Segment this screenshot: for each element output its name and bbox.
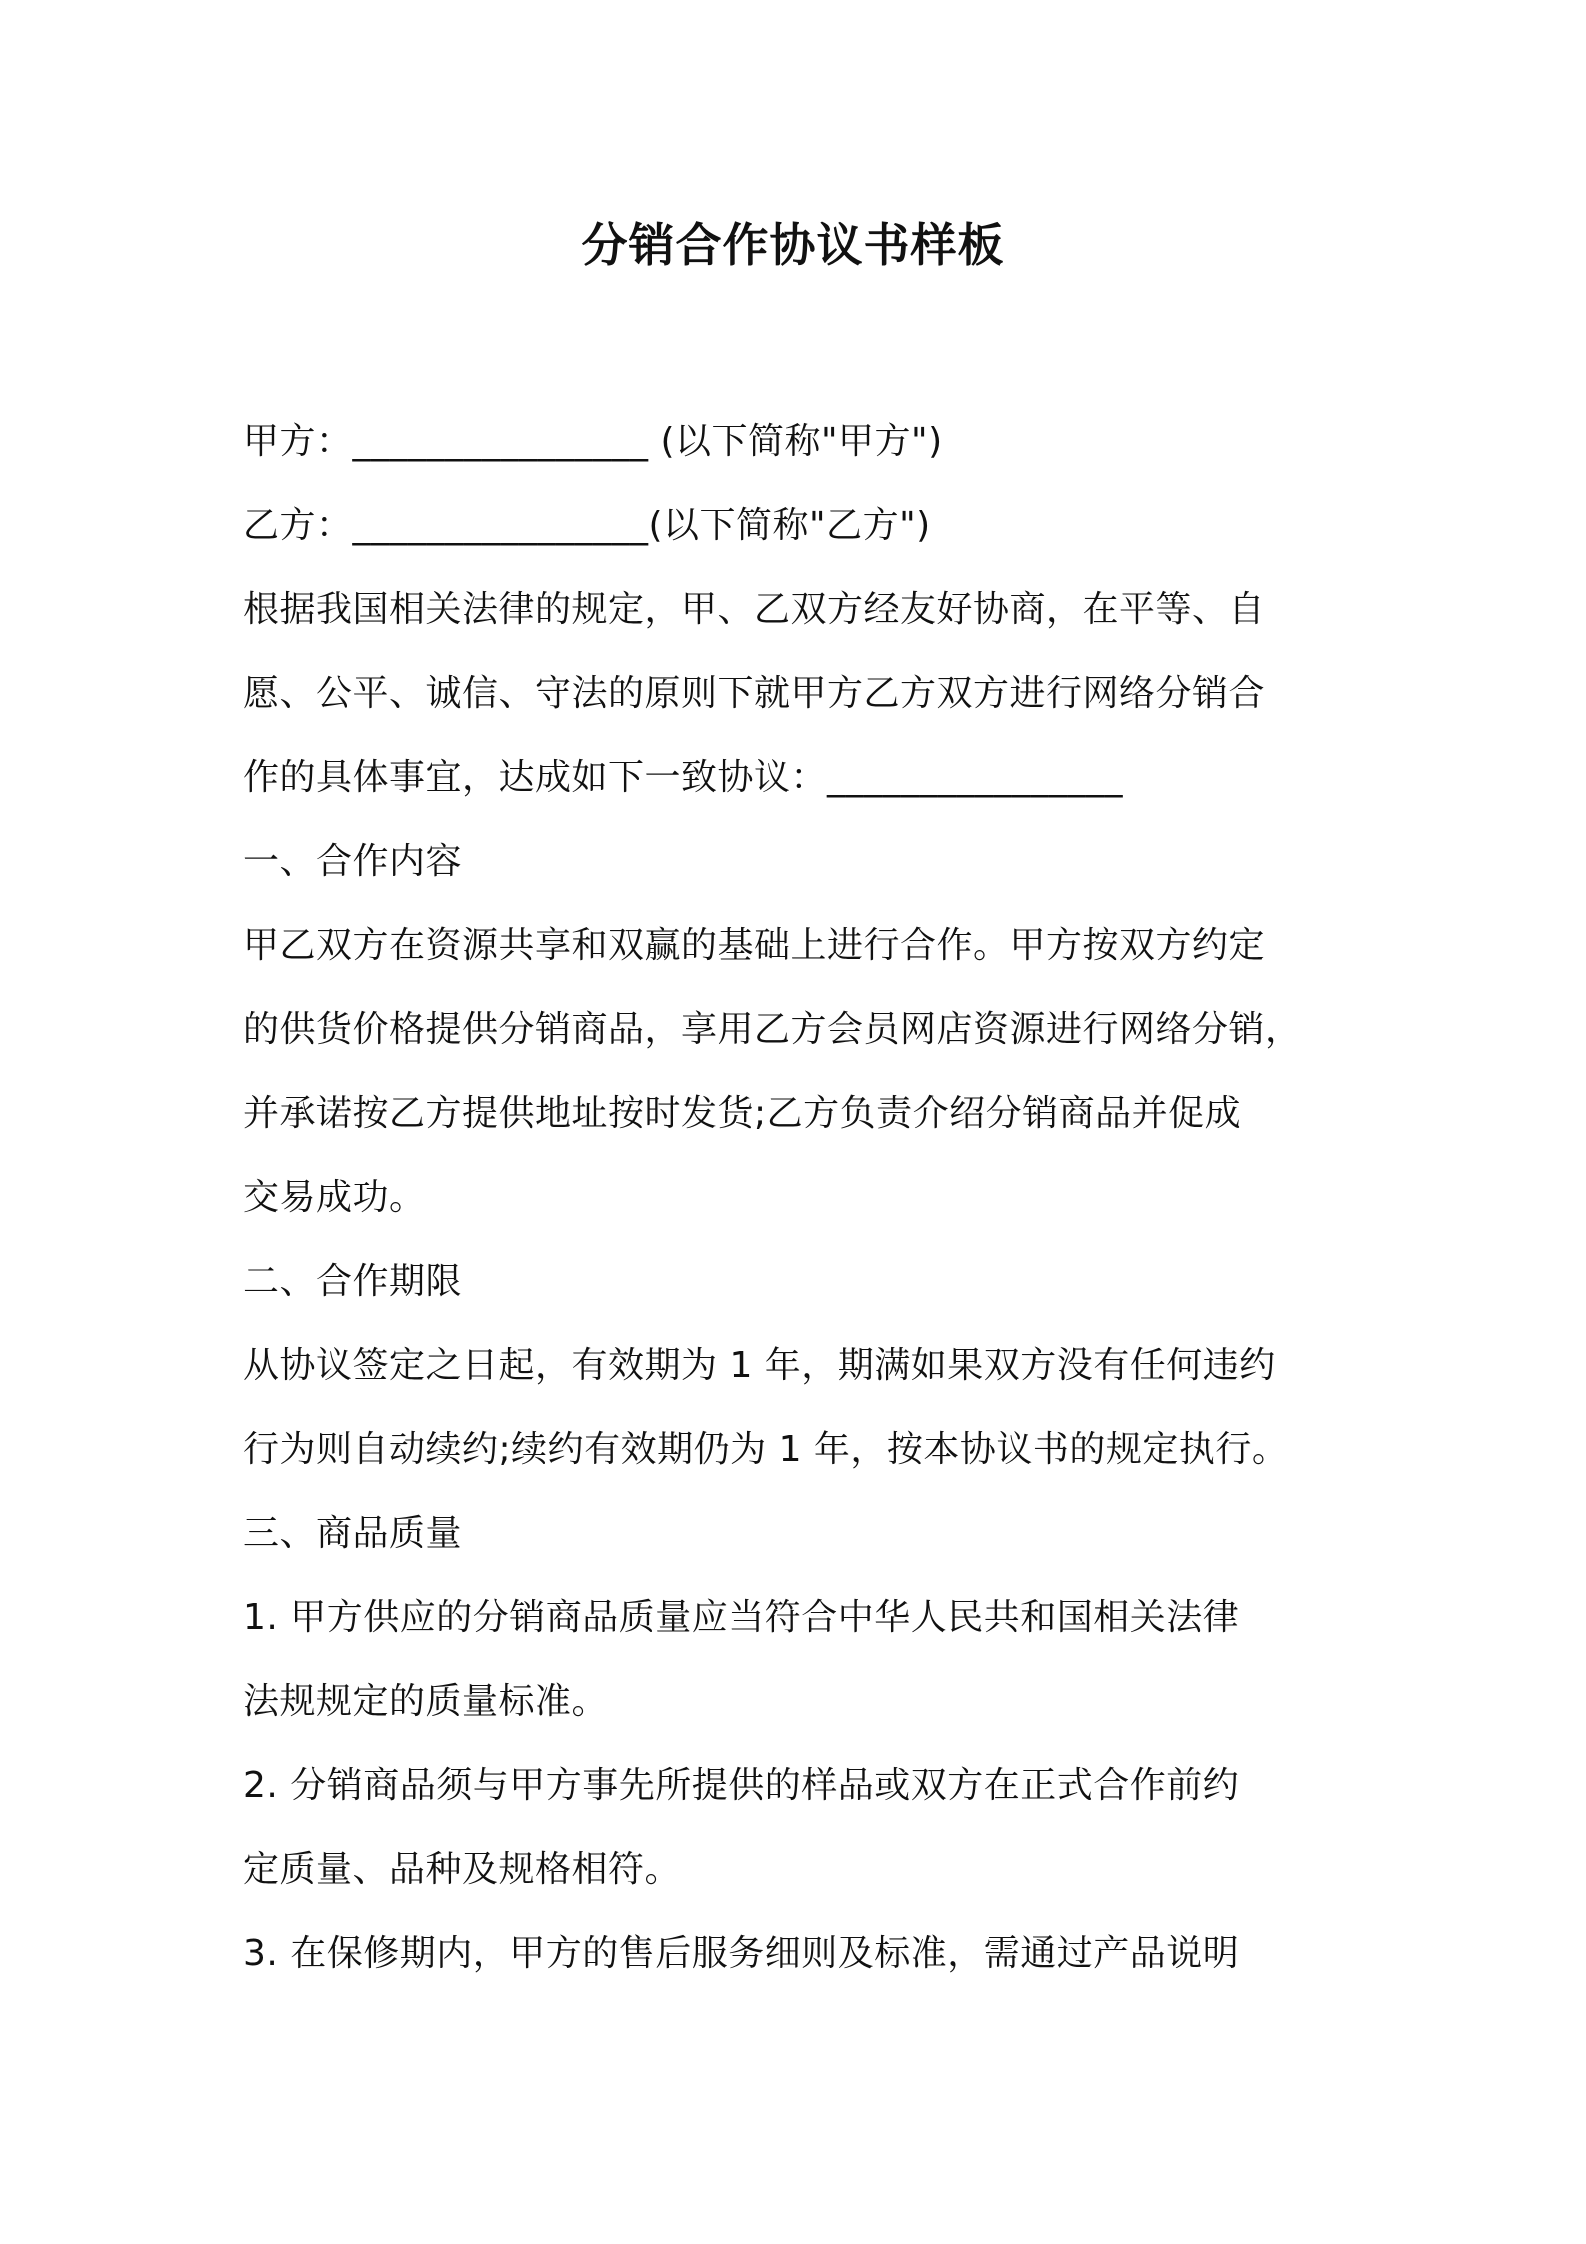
clause-line: 3. 在保修期内，甲方的售后服务细则及标准，需通过产品说明 bbox=[243, 1933, 1240, 1974]
section-heading-cooperation-term: 二、合作期限 bbox=[243, 1261, 463, 1302]
preamble-line: 根据我国相关法律的规定，甲、乙双方经友好协商，在平等、自 bbox=[243, 589, 1266, 630]
preamble-line: 愿、公平、诚信、守法的原则下就甲方乙方双方进行网络分销合 bbox=[243, 673, 1266, 714]
document-body bbox=[243, 400, 1373, 1996]
section-heading-product-quality: 三、商品质量 bbox=[243, 1513, 463, 1554]
party-b-line: 乙方：________________(以下简称"乙方") bbox=[243, 505, 931, 546]
clause-line: 1. 甲方供应的分销商品质量应当符合中华人民共和国相关法律 bbox=[243, 1597, 1240, 1638]
section-heading-cooperation-content: 一、合作内容 bbox=[243, 841, 463, 882]
clause-line: 定质量、品种及规格相符。 bbox=[243, 1849, 682, 1890]
paragraph-line: 的供货价格提供分销商品，享用乙方会员网店资源进行网络分销， bbox=[243, 1009, 1302, 1050]
clause-line: 法规规定的质量标准。 bbox=[243, 1681, 609, 1722]
paragraph-line: 交易成功。 bbox=[243, 1177, 426, 1218]
paragraph-line: 甲乙双方在资源共享和双赢的基础上进行合作。甲方按双方约定 bbox=[243, 925, 1266, 966]
party-a-line: 甲方：________________ (以下简称"甲方") bbox=[243, 421, 943, 462]
preamble-line: 作的具体事宜，达成如下一致协议：________________ bbox=[243, 757, 1124, 798]
paragraph-line: 并承诺按乙方提供地址按时发货;乙方负责介绍分销商品并促成 bbox=[243, 1093, 1242, 1134]
document-title: 分销合作协议书样板 bbox=[581, 218, 1005, 272]
clause-line: 2. 分销商品须与甲方事先所提供的样品或双方在正式合作前约 bbox=[243, 1765, 1240, 1806]
paragraph-line: 行为则自动续约;续约有效期仍为 1 年，按本协议书的规定执行。 bbox=[243, 1429, 1289, 1470]
paragraph-line: 从协议签定之日起，有效期为 1 年，期满如果双方没有任何违约 bbox=[243, 1345, 1276, 1386]
